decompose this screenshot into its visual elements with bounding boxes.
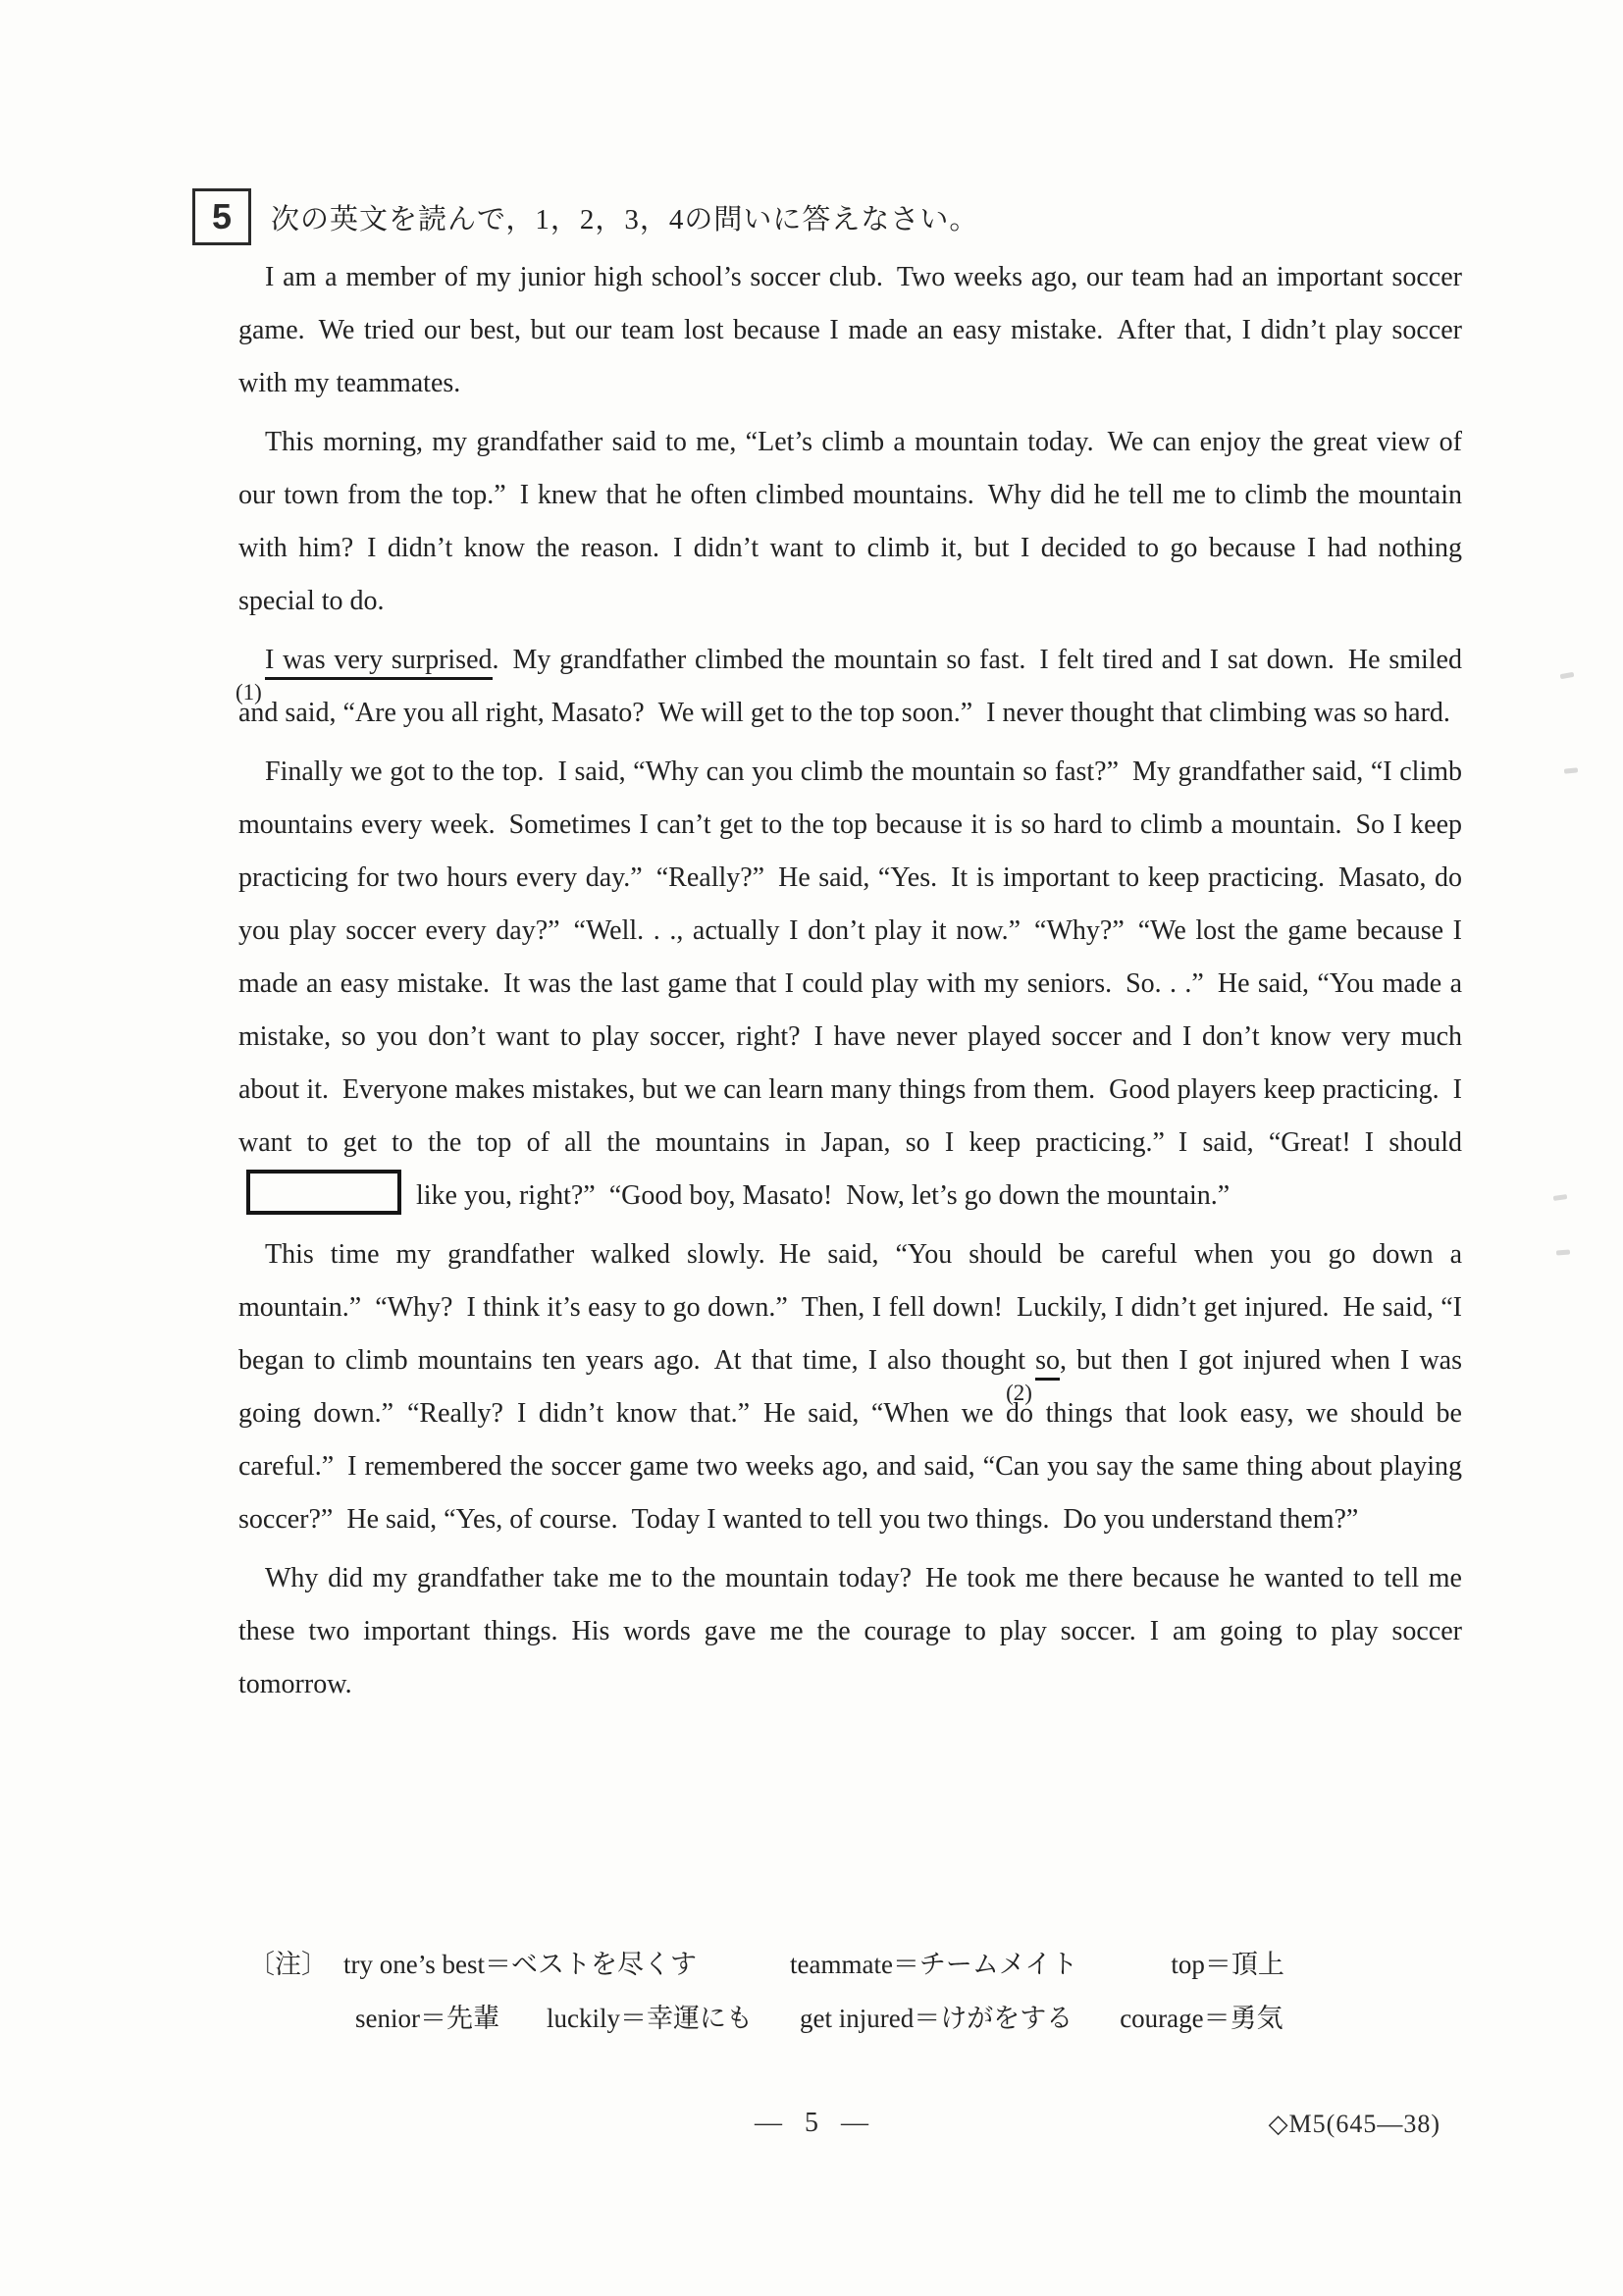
passage-text: This morning, my grandfather said to me, “Let’s climb a mountain today. We can enjoy the great view of our town from the top.” I knew that he often climbed mountains. Why did he tell me to climb the mountain with him? I didn’t know the reason. I didn’t want to climb it, but I decided to go because I had nothing special to do. <box>238 427 1462 616</box>
underline-marker: (1) <box>236 680 262 704</box>
note-item: senior＝先輩 <box>355 2004 499 2033</box>
passage-paragraph <box>238 251 1462 410</box>
note-item: get injured＝けがをする <box>799 2004 1073 2033</box>
question-number: 5 <box>211 196 233 236</box>
answer-blank-box[interactable] <box>246 1170 401 1215</box>
underlined-phrase-2: so (2) <box>1006 1345 1061 1405</box>
note-item: teammate＝チームメイト <box>789 1950 1078 1979</box>
question-header <box>192 188 978 245</box>
passage-text: Why did my grandfather take me to the mountain today? He took me there because he wanted to tell me these two important things. His words gave me the courage to play soccer. I am going to play soccer tomorrow. <box>238 1563 1462 1699</box>
instruction-text: 次の英文を読んで，1，2，3，4の問いに答えなさい。 <box>271 203 979 235</box>
scan-artifact <box>1553 1194 1568 1201</box>
passage <box>238 251 1462 1717</box>
notes-label: 〔注〕 <box>248 1950 328 1979</box>
scan-artifact <box>1560 672 1575 679</box>
note-item: top＝頂上 <box>1171 1950 1284 1979</box>
note-row <box>343 1999 1284 2038</box>
question-number-box <box>192 188 251 245</box>
notes-section <box>248 1945 1475 2038</box>
page-number: — 5 — <box>755 2108 868 2138</box>
passage-text: . My grandfather climbed the mountain so fast. I felt tired and I sat down. He smiled and said, “Are you all right, Masato? We will get to the top soon.” I never thought that climbing was so hard. <box>238 645 1462 728</box>
doc-code: ◇M5(645—38) <box>1268 2110 1440 2138</box>
passage-paragraph <box>238 1552 1462 1711</box>
note-item: try one’s best＝ベストを尽くす <box>343 1950 697 1979</box>
passage-text: like you, right?” “Good boy, Masato! Now, let’s go down the mountain.” <box>409 1180 1230 1211</box>
note-row <box>343 1945 1284 1984</box>
underlined-phrase-1: I was very surprised (1) <box>236 645 493 704</box>
passage-paragraph <box>238 746 1462 1223</box>
passage-text: , but then I got injured when I was going down.” “Really? I didn’t know that.” He said, “When we do things that look easy, we should be careful.” I remembered the soccer game two weeks ago, and said, “Can you say the same thing about playing soccer?” He said, “Yes, of course. Today I wanted to tell you two things. Do you understand them?” <box>238 1345 1462 1535</box>
passage-text: This time my grandfather walked slowly. He said, “You should be careful when you go down a mountain.” “Why? I think it’s easy to go down.” Then, I fell down! Luckily, I didn’t get injured. He said, “I began to climb mountains ten years ago. At that time, I also thought <box>238 1239 1462 1376</box>
underline-marker: (2) <box>1006 1381 1032 1405</box>
note-item: luckily＝幸運にも <box>546 2004 753 2033</box>
passage-text: Finally we got to the top. I said, “Why can you climb the mountain so fast?” My grandfather said, “I climb mountains every week. Sometimes I can’t get to the top because it is so hard to climb a mountain. So I keep practicing for two hours every day.” “Really?” He said, “Yes. It is important to keep practicing. Masato, do you play soccer every day?” “Well. . ., actually I don’t play it now.” “Why?” “We lost the game because I made an easy mistake. It was the last game that I could play with my seniors. So. . .” He said, “You made a mistake, so you don’t want to play soccer, right? I have never played soccer and I don’t know very much about it. Everyone makes mistakes, but we can learn many things from them. Good players keep practicing. I want to get to the top of all the mountains in Japan, so I keep practicing.” I said, “Great! I should <box>238 757 1462 1158</box>
note-item: courage＝勇気 <box>1120 2004 1283 2033</box>
passage-paragraph <box>238 416 1462 628</box>
scan-artifact <box>1556 1250 1570 1256</box>
passage-text: I am a member of my junior high school’s soccer club. Two weeks ago, our team had an important soccer game. We tried our best, but our team lost because I made an easy mistake. After that, I didn’t play soccer with my teammates. <box>238 262 1462 398</box>
scan-artifact <box>1564 767 1578 773</box>
notes-rows <box>343 1945 1284 2038</box>
passage-paragraph <box>238 634 1462 740</box>
passage-paragraph <box>238 1228 1462 1546</box>
